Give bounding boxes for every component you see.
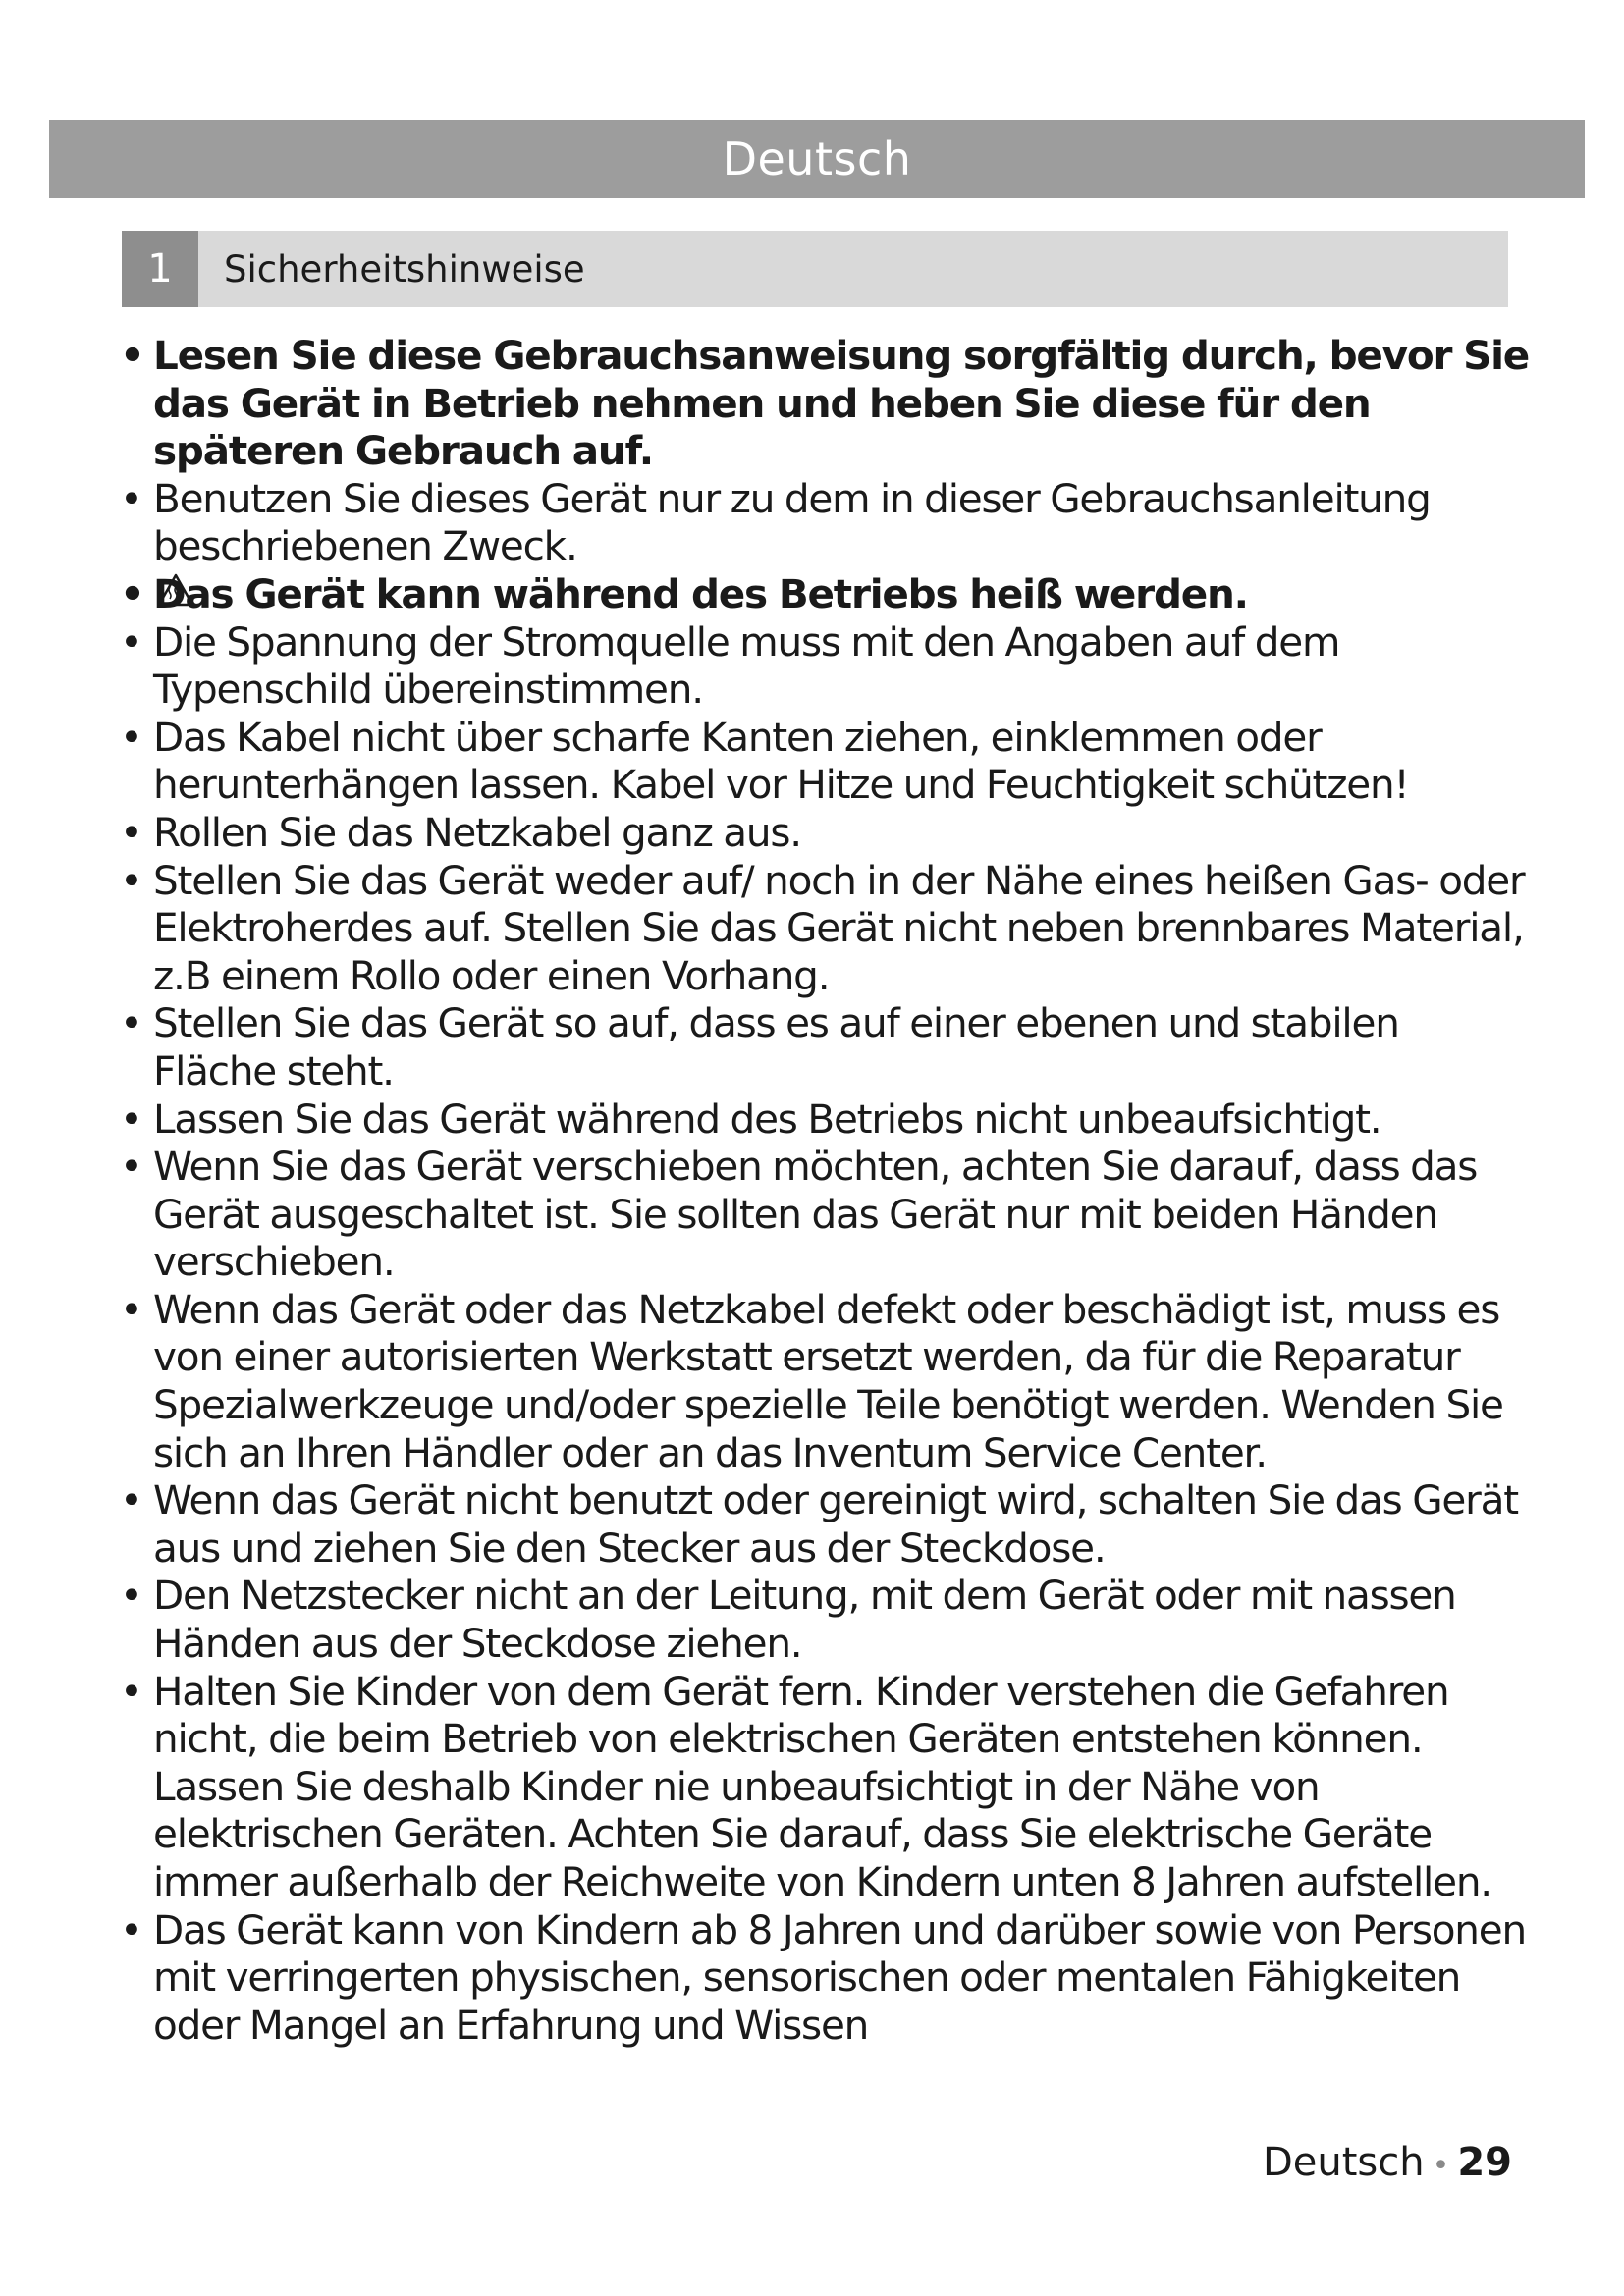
safety-instructions-list	[118, 332, 1532, 2049]
list-item	[118, 1286, 1532, 1476]
bullet-dot: •	[120, 1285, 142, 1333]
section-title: Sicherheitshinweise	[198, 231, 1508, 307]
list-item-text: Das Gerät kann während des Betriebs heiß werden.	[153, 569, 1248, 617]
hot-surface-warning-icon	[157, 573, 194, 607]
bullet-dot: •	[120, 569, 144, 617]
list-item	[118, 1668, 1532, 1906]
bullet-dot: •	[120, 1095, 142, 1143]
list-item	[118, 714, 1532, 809]
list-item	[118, 1572, 1532, 1667]
page-footer	[1263, 2140, 1512, 2185]
list-item-text: Die Spannung der Stromquelle muss mit den Angaben auf dem Typenschild übereinstimmen.	[153, 617, 1340, 714]
list-item-text: Das Kabel nicht über scharfe Kanten ziehen, einklemmen oder herunterhängen lassen. Kabel vor Hitze und Feuchtigkeit schützen!	[153, 713, 1409, 809]
footer-language: Deutsch	[1262, 2140, 1425, 2185]
bullet-dot: •	[120, 856, 142, 904]
list-item-text: Halten Sie Kinder von dem Gerät fern. Kinder verstehen die Gefahren nicht, die beim Betrieb von elektrischen Geräten entstehen können. Lassen Sie deshalb Kinder nie unbeaufsichtigt in der Nähe von elektrischen Geräten. Achten Sie darauf, dass Sie elektrische Geräte immer außerhalb der Reichweite von Kindern unten 8 Jahren aufstellen.	[153, 1667, 1491, 1905]
list-item	[118, 1143, 1532, 1286]
list-item	[118, 332, 1532, 475]
list-item-text: Das Gerät kann von Kindern ab 8 Jahren und darüber sowie von Personen mit verringerten physischen, sensorischen oder mentalen Fähigkeiten oder Mangel an Erfahrung und Wissen	[153, 1905, 1526, 2049]
bullet-dot: •	[120, 1476, 142, 1524]
list-item	[118, 618, 1532, 714]
list-item-text: Lesen Sie diese Gebrauchsanweisung sorgfältig durch, bevor Sie das Gerät in Betrieb nehmen und heben Sie diese für den späteren Gebrauch auf.	[153, 332, 1530, 475]
list-item	[118, 857, 1532, 1000]
list-item-text: Stellen Sie das Gerät so auf, dass es auf einer ebenen und stabilen Fläche steht.	[153, 999, 1399, 1095]
list-item-text: Wenn das Gerät nicht benutzt oder gereinigt wird, schalten Sie das Gerät aus und ziehen Sie den Stecker aus der Steckdose.	[153, 1476, 1518, 1572]
section-heading	[122, 231, 1508, 307]
bullet-dot: •	[120, 1905, 142, 1953]
bullet-dot: •	[120, 1572, 142, 1620]
language-header-label: Deutsch	[722, 133, 912, 186]
list-item-text: Benutzen Sie dieses Gerät nur zu dem in dieser Gebrauchsanleitung beschriebenen Zweck.	[153, 474, 1431, 570]
bullet-dot: •	[120, 474, 142, 522]
list-item	[118, 999, 1532, 1095]
list-item-text: Lassen Sie das Gerät während des Betriebs nicht unbeaufsichtigt.	[153, 1095, 1381, 1143]
bullet-dot: •	[120, 999, 142, 1047]
list-item	[118, 1906, 1532, 2050]
page-number: 29	[1457, 2140, 1512, 2185]
language-header	[49, 120, 1585, 198]
list-item	[118, 809, 1532, 857]
bullet-dot: •	[120, 713, 142, 761]
list-item-hot-warning	[118, 570, 1532, 618]
bullet-dot: •	[120, 808, 142, 856]
bullet-dot: •	[120, 1667, 142, 1715]
bullet-dot: •	[120, 1143, 142, 1191]
bullet-dot: •	[120, 617, 142, 666]
footer-separator: •	[1432, 2149, 1450, 2183]
bullet-dot: •	[120, 332, 144, 379]
list-item	[118, 475, 1532, 570]
list-item-text: Den Netzstecker nicht an der Leitung, mit dem Gerät oder mit nassen Händen aus der Steckdose ziehen.	[153, 1572, 1456, 1668]
list-item-text: Stellen Sie das Gerät weder auf/ noch in der Nähe eines heißen Gas- oder Elektroherdes auf. Stellen Sie das Gerät nicht neben brennbares Material, z.B einem Rollo oder einen Vorhang.	[153, 856, 1525, 999]
section-number: 1	[122, 231, 198, 307]
list-item	[118, 1476, 1532, 1572]
list-item-text: Rollen Sie das Netzkabel ganz aus.	[153, 808, 801, 856]
list-item	[118, 1095, 1532, 1144]
list-item-text: Wenn das Gerät oder das Netzkabel defekt oder beschädigt ist, muss es von einer autorisierten Werkstatt ersetzt werden, da für die Reparatur Spezialwerkzeuge und/oder spezielle Teile benötigt werden. Wenden Sie sich an Ihren Händler oder an das Inventum Service Center.	[153, 1285, 1503, 1476]
list-item-text: Wenn Sie das Gerät verschieben möchten, achten Sie darauf, dass das Gerät ausgeschaltet ist. Sie sollten das Gerät nur mit beiden Händen verschieben.	[153, 1143, 1478, 1286]
